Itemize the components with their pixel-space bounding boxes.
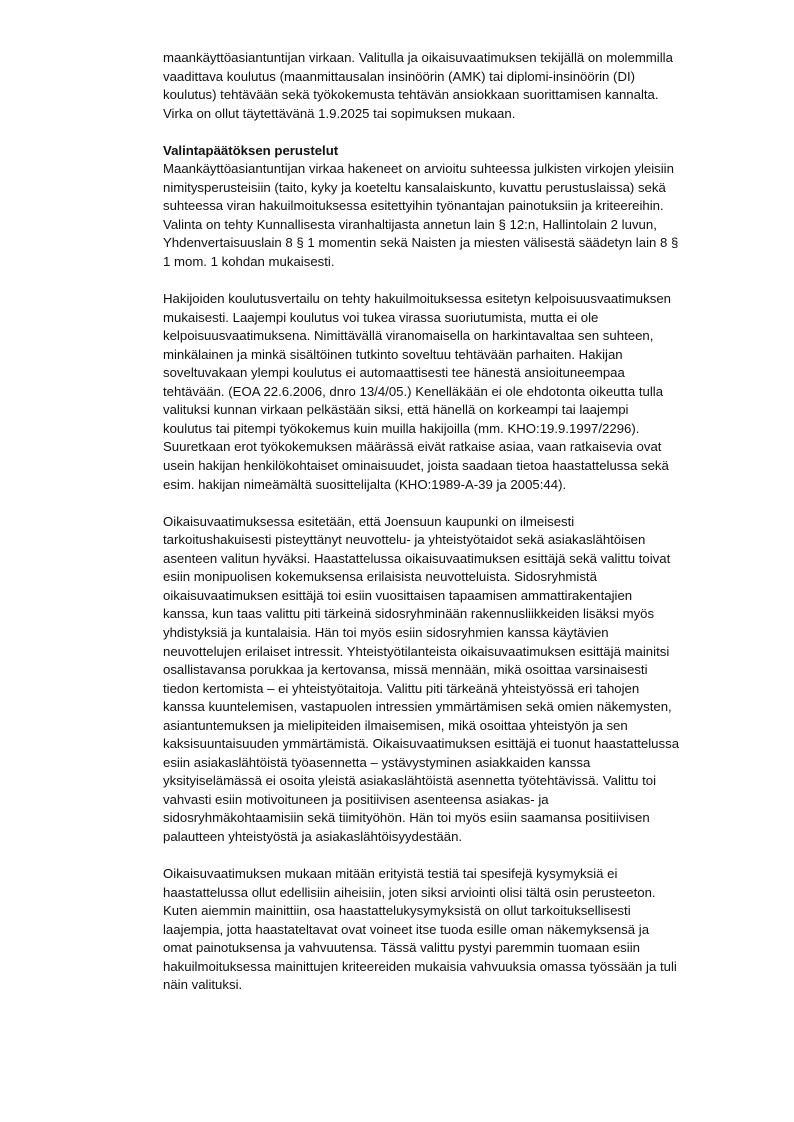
- text-line: kelpoisuusvaatimuksena. Nimittävällä viranomaisella on harkintavaltaa sen suhteen,: [163, 328, 654, 344]
- intro-paragraph: [163, 49, 741, 123]
- text-line: valituksi kunnan virkaan pelkästään siksi, että hänellä on korkeampi tai laajempi: [163, 402, 629, 418]
- text-line: näin valituksi.: [163, 977, 243, 993]
- text-line: palautteen yhteistyöstä ja asiakaslähtöisyydestään.: [163, 828, 463, 844]
- text-line: Maankäyttöasiantuntijan virkaa hakeneet on arvioitu suhteessa julkisten virkojen yleisiin: [163, 161, 674, 177]
- paragraph-interview-assessment: [163, 865, 741, 995]
- text-line: vahvasti esiin motivoituneen ja positiivisen asenteensa asiakas- ja: [163, 791, 549, 807]
- text-line: esiin monipuolisen kokemuksensa erilaisista neuvotteluista. Sidosryhmistä: [163, 569, 597, 585]
- paragraph-appeal-claims: [163, 513, 741, 847]
- text-line: asiantuntemuksen ja mielipiteiden ilmaisemisen, mikä osoittaa yhteistyön ja sen: [163, 717, 628, 733]
- text-line: kanssa, kun taas valittu piti tärkeinä sidosryhminään rakennusliikkeiden lisäksi myös: [163, 606, 655, 622]
- text-line: suhteessa viran hakuilmoituksessa esitettyihin työnantajan painotuksiin ja kriteereihin.: [163, 198, 664, 214]
- document-page: [163, 49, 741, 995]
- text-line: Kuten aiemmin mainittiin, osa haastattelukysymyksistä on ollut tarkoituksellisesti: [163, 903, 631, 919]
- text-line: maankäyttöasiantuntijan virkaan. Valitulla ja oikaisuvaatimuksen tekijällä on molemmilla: [163, 50, 673, 65]
- paragraph-spacer: [163, 494, 741, 513]
- text-line: Hakijoiden koulutusvertailu on tehty hakuilmoituksessa esitetyn kelpoisuusvaatimuksen: [163, 291, 671, 307]
- text-line: kanssa kuuntelemisen, vastapuolen intressien ymmärtämisen sekä omien näkemysten,: [163, 699, 672, 715]
- paragraph-spacer: [163, 847, 741, 866]
- paragraph-spacer: [163, 272, 741, 291]
- text-line: Oikaisuvaatimuksessa esitetään, että Joensuun kaupunki on ilmeisesti: [163, 513, 575, 529]
- paragraph-spacer: [163, 123, 741, 142]
- text-line: Yhdenvertaisuuslain 8 § 1 momentin sekä Naisten ja miesten välisestä säädetyn lain 8 §: [163, 235, 679, 251]
- text-line: tarkoitushakuisesti pisteyttänyt neuvottelu- ja yhteistyötaidot sekä asiakaslähtöisen: [163, 532, 646, 548]
- text-line: usein hakijan henkilökohtaiset ominaisuudet, joista saadaan tietoa haastattelussa sekä: [163, 458, 669, 474]
- text-line: 1 mom. 1 kohdan mukaisesti.: [163, 254, 335, 270]
- text-line: omat painotuksensa ja vahvuutensa. Tässä valittu pystyi paremmin tuomaan esiin: [163, 940, 640, 956]
- text-line: Suuretkaan erot työkokemuksen määrässä eivät ratkaise asiaa, vaan ratkaisevia ovat: [163, 439, 662, 455]
- text-line: Valinta on tehty Kunnallisesta viranhaltijasta annetun lain § 12:n, Hallintolain 2 luvun,: [163, 216, 657, 232]
- text-line: soveltuvakaan ylempi koulutus ei automaattisesti tee hänestä ansioituneempaa: [163, 365, 625, 381]
- text-line: tehtävään. (EOA 22.6.2006, dnro 13/4/05.) Kenelläkään ei ole ehdotonta oikeutta tulla: [163, 383, 664, 399]
- text-line: minkälainen ja minkä sisältöinen tutkinto soveltuu tehtävään parhaiten. Hakijan: [163, 346, 623, 362]
- section-heading: Valintapäätöksen perustelut: [163, 142, 339, 158]
- text-line: hakuilmoituksessa mainittujen kriteereiden mukaisia vahvuuksia omassa työssään ja tuli: [163, 958, 677, 974]
- text-line: Oikaisuvaatimuksen mukaan mitään erityistä testiä tai spesifejä kysymyksiä ei: [163, 866, 618, 882]
- text-line: neuvottelujen erilaiset intressit. Yhteistyötilanteista oikaisuvaatimuksen esittäjä mainitsi: [163, 643, 670, 659]
- text-line: Virka on ollut täytettävänä 1.9.2025 tai sopimuksen mukaan.: [163, 105, 516, 121]
- text-line: koulutus tai pitempi työkokemus kuin muilla hakijoilla (mm. KHO:19.9.1997/2296).: [163, 420, 640, 436]
- text-line: esim. hakijan nimeämältä suosittelijalta (KHO:1989-A-39 ja 2005:44).: [163, 476, 567, 492]
- text-line: asenteen valitun hyväksi. Haastattelussa oikaisuvaatimuksen esittäjä sekä valittu toivat: [163, 550, 671, 566]
- text-line: laajempia, jotta haastateltavat ovat voineet itse tuoda esille oman näkemyksensä ja: [163, 921, 650, 937]
- text-line: nimitysperusteisiin (taito, kyky ja koeteltu kansalaiskunto, kuvattu perustuslaissa) sekä: [163, 179, 666, 195]
- text-line: vaadittava koulutus (maanmittausalan insinöörin (AMK) tai diplomi-insinöörin (DI): [163, 68, 636, 84]
- paragraph-legal-basis: [163, 160, 741, 271]
- text-line: haastattelussa ollut edellisiin aiheisiin, joten siksi arviointi olisi tältä osin perusteeton.: [163, 884, 656, 900]
- text-line: yhdistyksiä ja kuntalaisia. Hän toi myös esiin sidosryhmien kanssa käytävien: [163, 624, 609, 640]
- text-line: tiedon kertomista – ei yhteistyötaitoja. Valittu piti tärkeänä yhteistyössä eri tahojen: [163, 680, 640, 696]
- text-line: mukaisesti. Laajempi koulutus voi tukea virassa suoriutumista, mutta ei ole: [163, 309, 599, 325]
- text-line: osallistavansa porukkaa ja kertovansa, missä mennään, mikä osoittaa varsinaisesti: [163, 662, 648, 678]
- text-line: yksityiselämässä ei osoita yleistä asiakaslähtöistä asennetta työtehtävissä. Valittu toi: [163, 773, 657, 789]
- text-line: oikaisuvaatimuksen esittäjä toi esiin vuosittaisen tapaamisen ammattirakentajien: [163, 587, 633, 603]
- text-line: sidosryhmäkohtaamisiin sekä tiimityöhön. Hän toi myös esiin saamansa positiivisen: [163, 810, 650, 826]
- text-line: koulutus) tehtävään sekä työkokemusta tehtävän ansiokkaan suorittamisen kannalta.: [163, 87, 659, 103]
- paragraph-education-comparison: [163, 290, 741, 494]
- text-line: kaksisuuntaisuuden ymmärtämistä. Oikaisuvaatimuksen esittäjä ei tuonut haastattelussa: [163, 736, 680, 752]
- text-line: esiin asiakaslähtöistä työasennetta – ystävystyminen asiakkaiden kanssa: [163, 754, 591, 770]
